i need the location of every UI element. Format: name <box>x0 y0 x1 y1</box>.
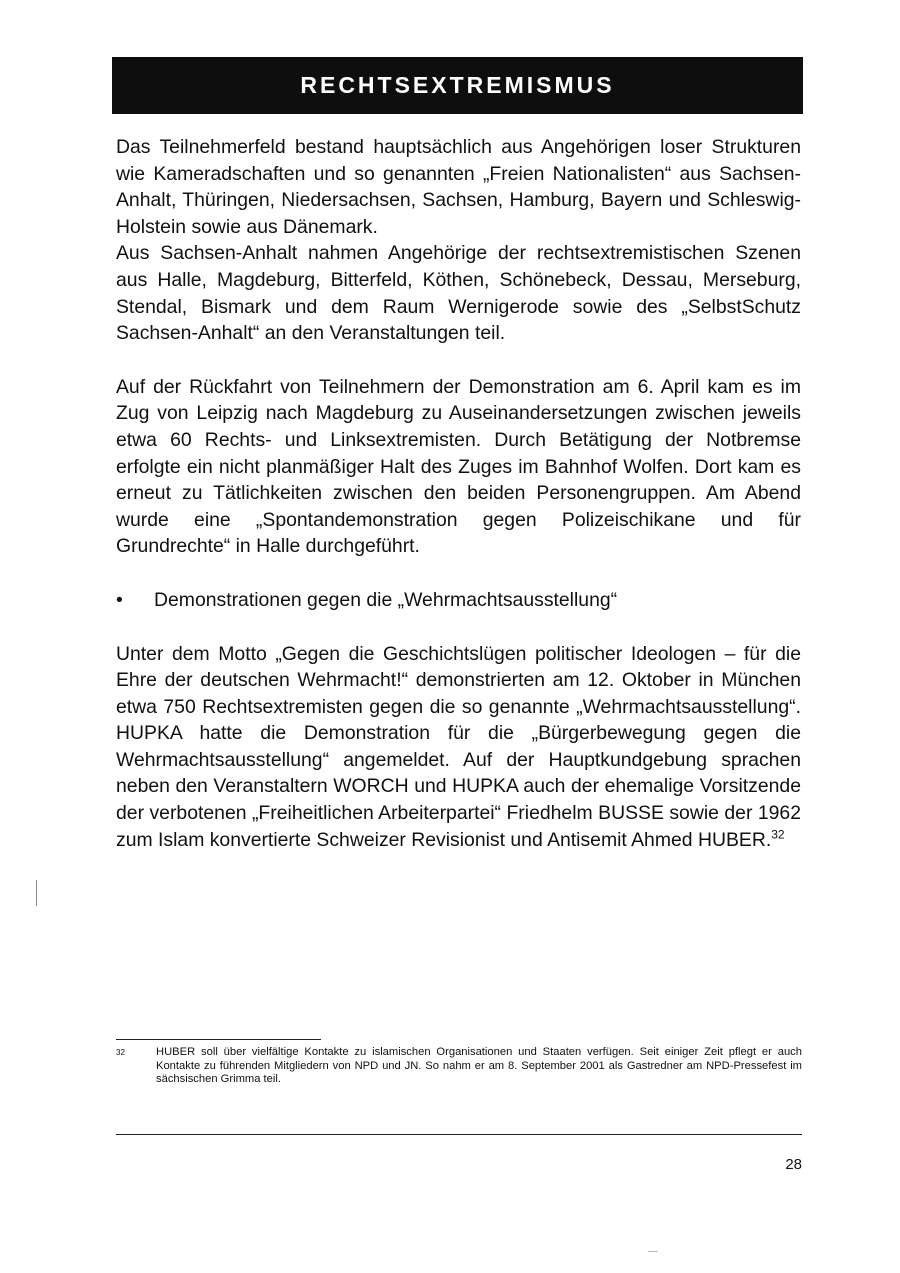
scan-mark <box>648 1251 658 1252</box>
footnote-text: HUBER soll über vielfältige Kontakte zu islamischen Organisationen und Staaten verfügen. Seit einiger Zeit pflegt er auch Kontakte zu führenden Mitgliedern von NPD und JN. So nahm er am 8. September 2001 als Gastredner am NPD-Pressefest im sächsischen Grimma teil. <box>156 1046 802 1086</box>
margin-mark <box>36 880 37 906</box>
paragraph: Aus Sachsen-Anhalt nahmen Angehörige der rechtsextremistischen Szenen aus Halle, Magdeburg, Bitterfeld, Köthen, Schönebeck, Dessau, Merseburg, Stendal, Bismark und dem Raum Wernigerode sowie des „SelbstSchutz Sachsen-Anhalt“ an den Veranstaltungen teil. <box>116 242 801 345</box>
page-number: 28 <box>785 1156 802 1173</box>
paragraph-text: Unter dem Motto „Gegen die Geschichtslügen politischer Ideologen – für die Ehre der deutschen Wehrmacht!“ demonstrierten am 12. Oktober in München etwa 750 Rechtsextremisten gegen die so genannte „Wehrmachtsausstellung“. HUPKA hatte die Demonstration für die „Bürgerbewegung gegen die Wehrmachtsausstellung“ angemeldet. Auf der Hauptkundgebung sprachen neben den Veranstaltern WORCH und HUPKA auch der ehemalige Vorsitzende der verbotenen „Freiheitlichen Arbeiterpartei“ Friedhelm BUSSE sowie der 1962 zum Islam konvertierte Schweizer Revisionist und Antisemit Ahmed HUBER. <box>116 642 801 851</box>
bullet-item <box>116 587 801 614</box>
bullet-text: Demonstrationen gegen die „Wehrmachtsausstellung“ <box>154 588 618 611</box>
paragraph: Das Teilnehmerfeld bestand hauptsächlich aus Angehörigen loser Strukturen wie Kameradschaften und so genannten „Freien Nationalisten“ aus Sachsen-Anhalt, Thüringen, Niedersachsen, Sachsen, Hamburg, Bayern und Schleswig-Holstein sowie aus Dänemark. <box>116 136 801 238</box>
bullet-icon: • <box>116 588 123 611</box>
paragraph <box>116 641 801 854</box>
section-header <box>112 57 803 114</box>
paragraph: Auf der Rückfahrt von Teilnehmern der Demonstration am 6. April kam es im Zug von Leipzig nach Magdeburg zu Auseinandersetzungen zwischen jeweils etwa 60 Rechts- und Linksextremisten. Durch Betätigung der Notbremse erfolgte ein nicht planmäßiger Halt des Zuges im Bahnhof Wolfen. Dort kam es erneut zu Tätlichkeiten zwischen den beiden Personengruppen. Am Abend wurde eine „Spontandemonstration gegen Polizeischikane und für Grundrechte“ in Halle durchgeführt. <box>116 375 801 558</box>
footnote <box>116 1046 802 1087</box>
main-text <box>116 134 801 853</box>
footnote-reference: 32 <box>771 827 785 842</box>
section-title: RECHTSEXTREMISMUS <box>300 72 615 98</box>
page-divider <box>116 1134 802 1135</box>
footnote-number: 32 <box>116 1048 125 1057</box>
footnote-divider <box>116 1039 321 1040</box>
